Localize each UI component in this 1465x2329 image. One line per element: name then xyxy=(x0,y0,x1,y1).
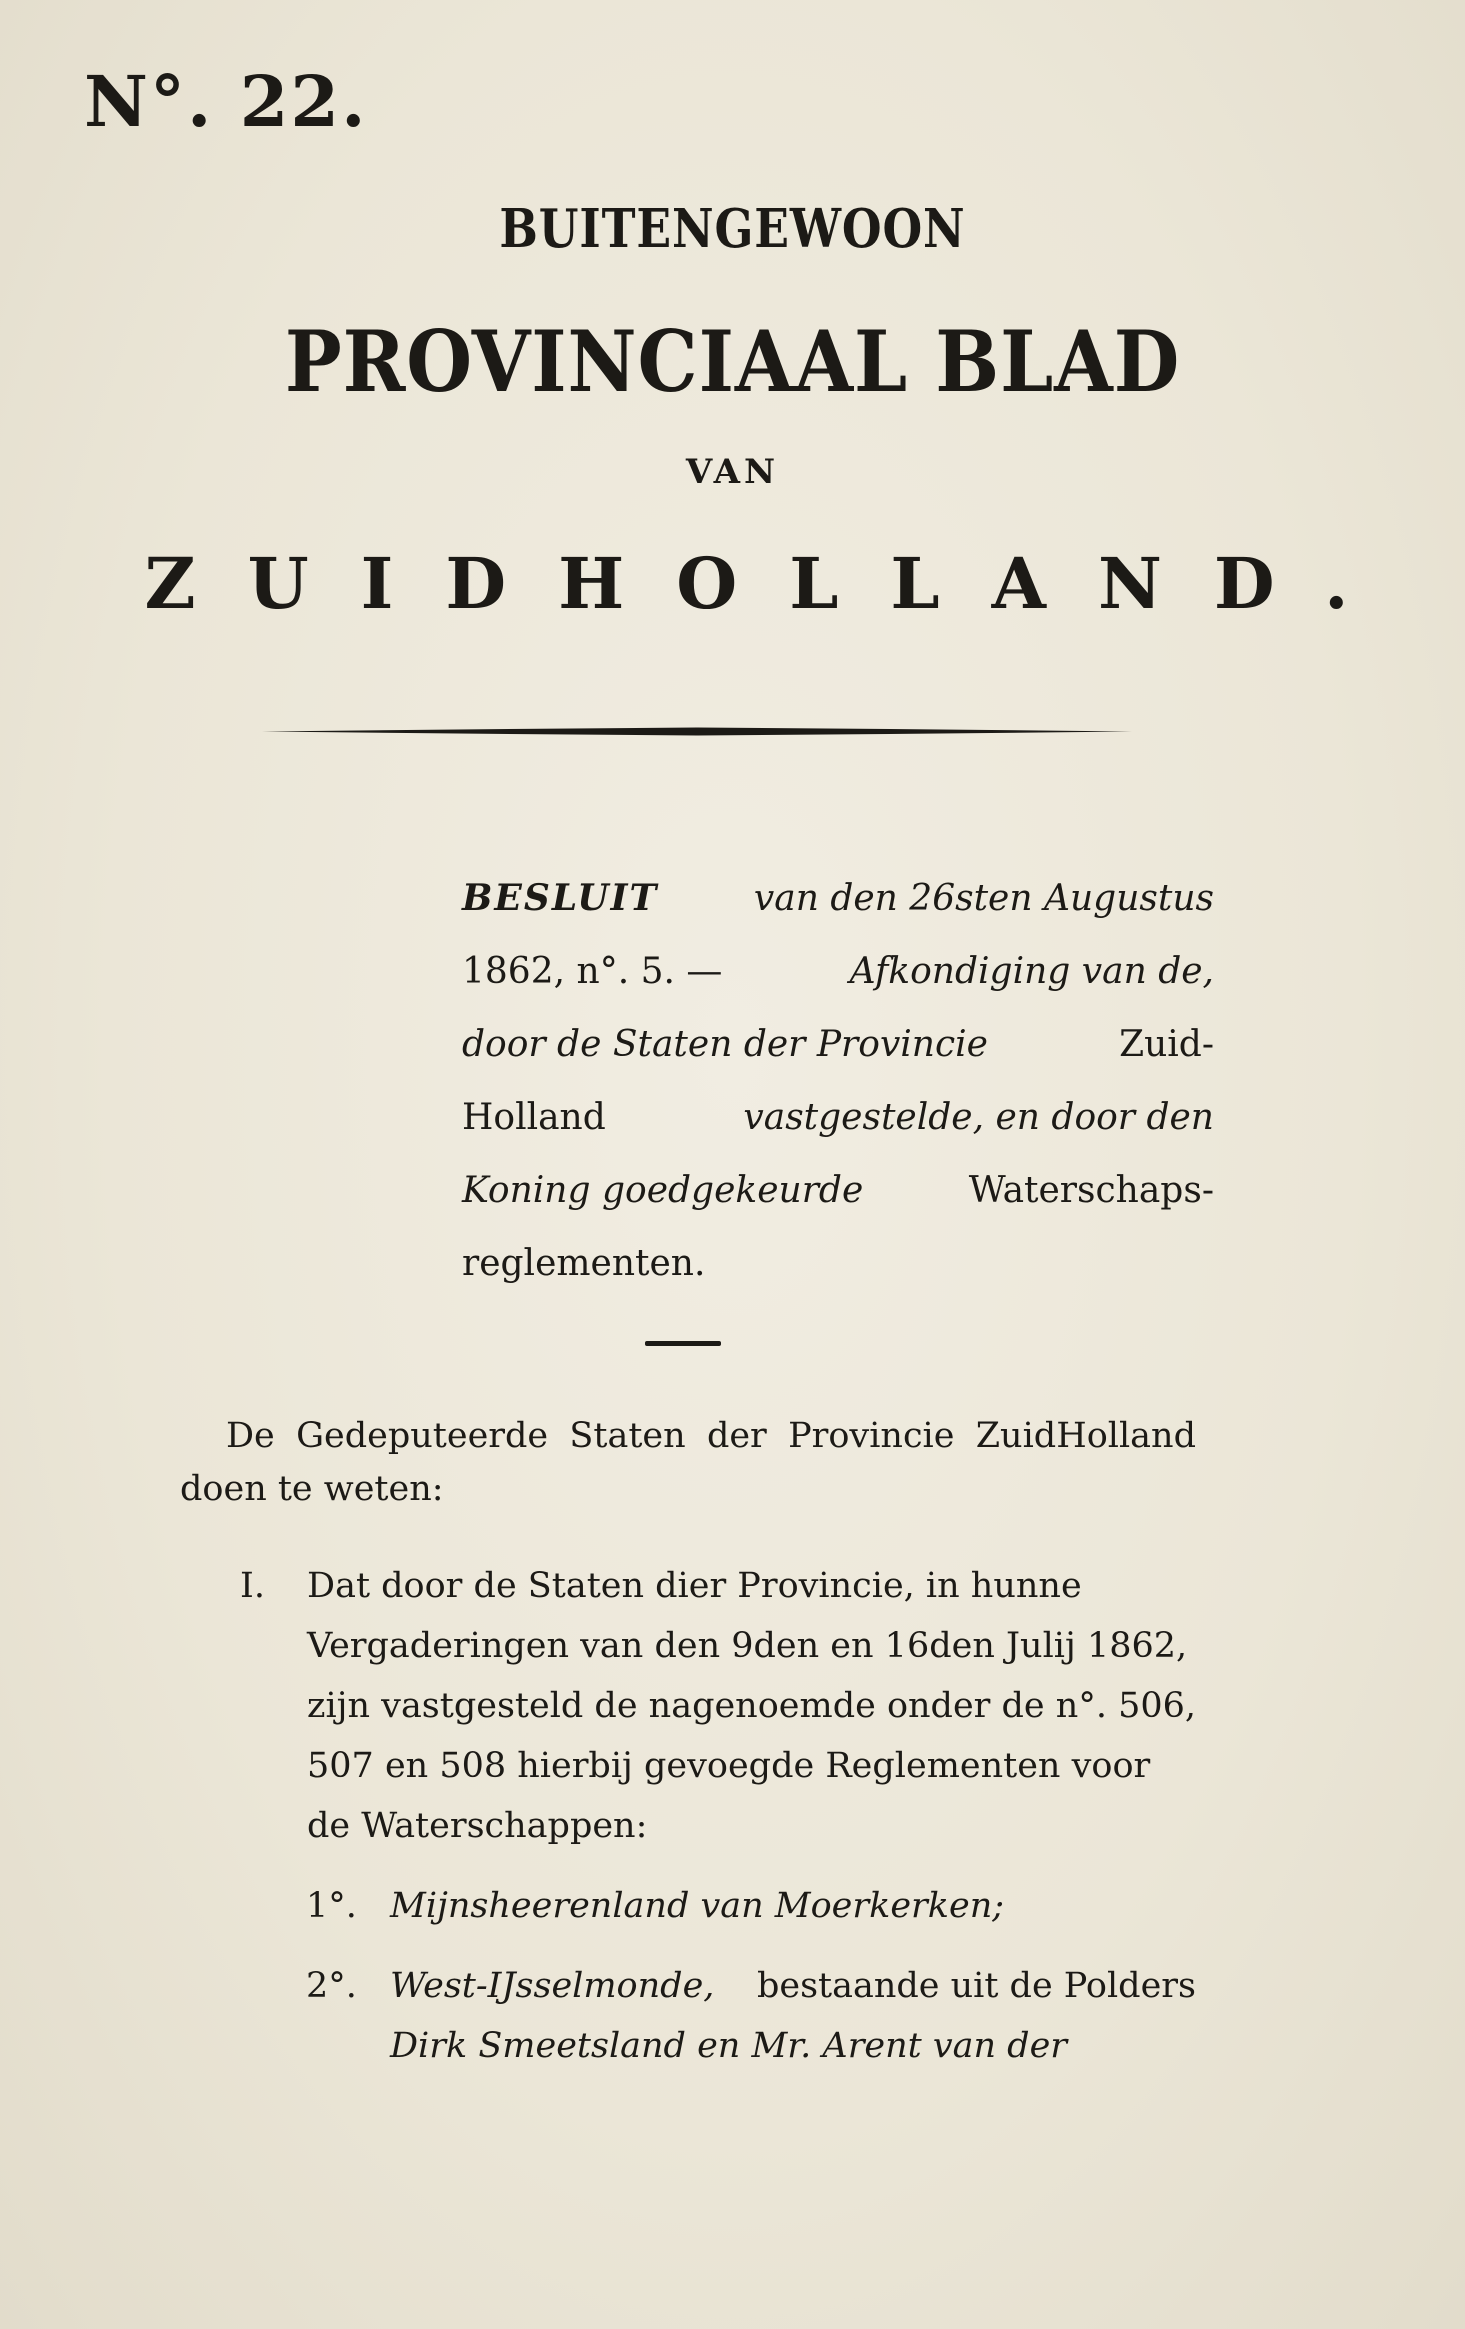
subitem-2 xyxy=(306,1956,1196,2076)
intro-word: Gedeputeerde xyxy=(296,1416,549,1456)
header-zuidholland: ZUIDHOLLAND. xyxy=(144,542,1401,625)
article-I xyxy=(240,1556,1196,1856)
subitem-text: Mijnsheerenland van Moerkerken; xyxy=(390,1886,1005,1926)
header-buitengewoon: BUITENGEWOON xyxy=(499,198,966,260)
intro-word: der xyxy=(706,1416,767,1456)
decree-text: Holland xyxy=(462,1097,606,1138)
decree-text: vastgestelde, en door den xyxy=(743,1097,1214,1138)
decree-text: 1862, n°. 5. — xyxy=(462,951,723,992)
decree-line xyxy=(462,862,1214,935)
decree-text: Afkondiging van de, xyxy=(849,951,1214,992)
subitem-number: 1°. xyxy=(306,1886,357,1926)
subitem-name: West-IJsselmonde, xyxy=(390,1966,715,2006)
article-number: I. xyxy=(240,1566,265,1606)
intro-word: Provincie xyxy=(788,1416,955,1456)
decree-text: van den 26sten Augustus xyxy=(753,878,1214,919)
subitem-1 xyxy=(306,1876,1196,1936)
decree-text: Waterschaps- xyxy=(968,1170,1214,1211)
intro-word: De xyxy=(226,1416,275,1456)
decree-line xyxy=(462,1008,1214,1081)
decree-text: Koning goedgekeurde xyxy=(462,1170,864,1211)
decree-text: Zuid- xyxy=(1119,1024,1214,1065)
article-line: de Waterschappen: xyxy=(307,1806,648,1846)
decree-title: BESLUIT xyxy=(462,877,659,919)
intro-word: ZuidHolland xyxy=(975,1416,1196,1456)
intro-line: doen te weten: xyxy=(180,1469,444,1509)
decree-line xyxy=(462,1154,1214,1227)
article-line: Vergaderingen van den 9den en 16den Julij 1862, xyxy=(307,1626,1188,1666)
subitem-number: 2°. xyxy=(306,1966,357,2006)
subitem-text: bestaande uit de Polders xyxy=(756,1966,1196,2006)
subitem-text: Dirk Smeetsland en Mr. Arent van der xyxy=(390,2026,1068,2066)
header-provinciaal-blad: PROVINCIAAL BLAD xyxy=(284,312,1181,411)
article-line: Dat door de Staten dier Provincie, in hunne xyxy=(307,1566,1082,1606)
decree-heading xyxy=(462,862,1214,1300)
intro-line xyxy=(180,1410,1196,1463)
intro-paragraph xyxy=(180,1410,1196,1516)
decree-text: door de Staten der Provincie xyxy=(462,1024,988,1065)
issue-number: N°. 22. xyxy=(84,60,368,143)
article-line: 507 en 508 hierbij gevoegde Reglementen voor xyxy=(307,1746,1151,1786)
ornamental-rule xyxy=(262,727,1132,736)
decree-line xyxy=(462,1227,1214,1300)
decree-line xyxy=(462,1081,1214,1154)
decree-line xyxy=(462,935,1214,1008)
section-divider xyxy=(645,1341,721,1346)
header-van: VAN xyxy=(685,452,780,492)
intro-word: Staten xyxy=(569,1416,686,1456)
decree-text: reglementen. xyxy=(462,1243,706,1284)
article-line: zijn vastgesteld de nagenoemde onder de n°. 506, xyxy=(307,1686,1196,1726)
